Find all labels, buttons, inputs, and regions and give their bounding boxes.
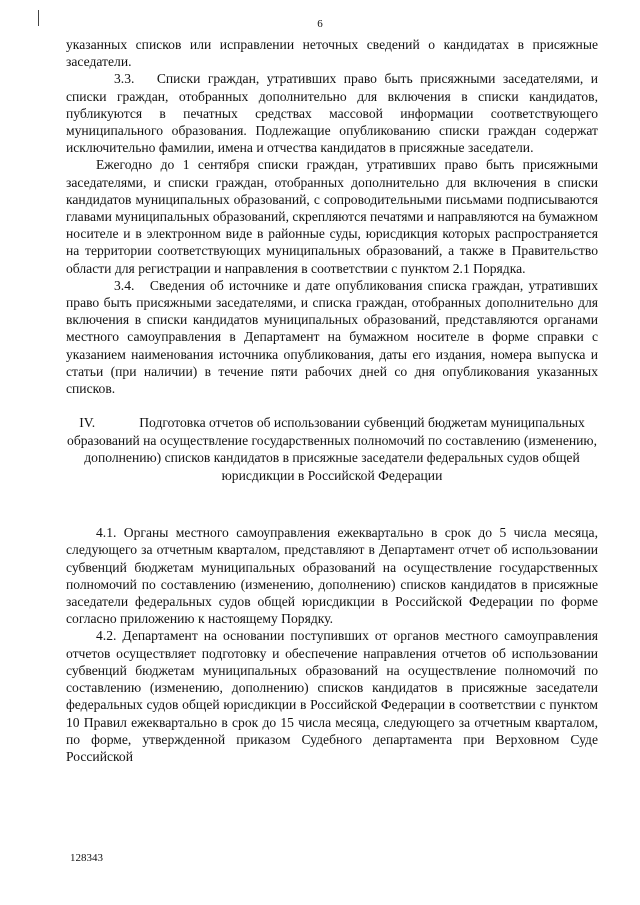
paragraph: указанных списков или исправлении неточных сведений о кандидатах в присяжные заседатели. <box>66 37 598 70</box>
section-title: Подготовка отчетов об использовании субвенций бюджетам муниципальных образований на осуществление государственных полномочий по составлению (изменению, дополнению) списков кандидатов в присяжные заседатели федеральных судов общей юрисдикции в Российской Федерации <box>67 415 597 483</box>
document-code: 128343 <box>70 852 103 864</box>
paragraph: 3.4. Сведения об источнике и дате опубликования списка граждан, утративших право быть присяжными заседателями, и списка граждан, отобранных дополнительно для включения в списки кандидатов муниципальных образований, представляются органами местного самоуправления в Департамент на бумажном носителе в форме справки с указанием наименования источника опубликования, даты его издания, номера выпуска и статьи (при наличии) в течение пяти рабочих дней со дня опубликования указанных списков. <box>66 277 598 397</box>
paragraph: 4.2. Департамент на основании поступивших от органов местного самоуправления отчетов осуществляет подготовку и обеспечение направления отчетов об использовании субвенций бюджетам муниципальных образований на осуществление полномочий по составлению (изменению, дополнению) списков кандидатов в присяжные заседатели федеральных судов общей юрисдикции в Российской Федерации в соответствии с пунктом 10 Правил ежеквартально в срок до 15 числа месяца, следующего за отчетным кварталом, по форме, утвержденной приказом Судебного департамента при Верховном Суде Российской <box>66 628 598 764</box>
paragraph: 3.3. Списки граждан, утративших право быть присяжными заседателями, и списки граждан, отобранных дополнительно для включения в списки кандидатов, публикуются в печатных средствах массовой информации соответствующего муниципального образования. Подлежащие опубликованию списки граждан содержат исключительно фамилии, имена и отчества кандидатов в присяжные заседатели. <box>66 71 598 156</box>
page-number: 6 <box>317 18 323 30</box>
section-number: IV. <box>79 415 96 431</box>
document-body <box>66 36 598 765</box>
section-heading <box>66 414 598 484</box>
paragraph: Ежегодно до 1 сентября списки граждан, утративших право быть присяжными заседателями, и списки граждан, отобранных дополнительно для включения в списки кандидатов муниципальных образований, с сопроводительными письмами подписываются главами муниципальных образований, скрепляются печатями и направляются на бумажном носителе и в электронном виде в районные суды, юрисдикция которых распространяется на территории соответствующих муниципальных образований, а также в Правительство области для регистрации и направления в соответствии с пунктом 2.1 Порядка. <box>66 157 598 276</box>
paragraph: 4.1. Органы местного самоуправления ежеквартально в срок до 5 числа месяца, следующего за отчетным кварталом, представляют в Департамент отчет об использовании субвенций бюджетам муниципальных образований на осуществление государственных полномочий по составлению (изменению, дополнению) списков кандидатов в присяжные заседатели федеральных судов общей юрисдикции в Российской Федерации по форме согласно приложению к настоящему Порядку. <box>66 525 598 627</box>
